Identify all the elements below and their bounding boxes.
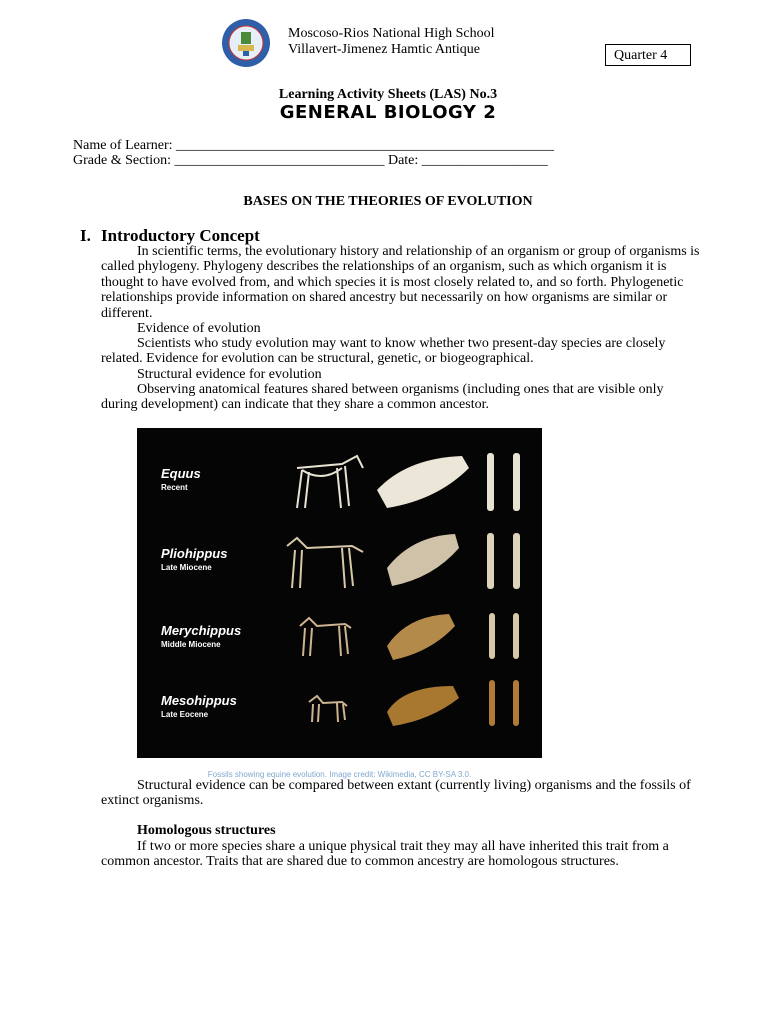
figure-era-label: Late Miocene: [161, 563, 212, 572]
figure-era-label: Late Eocene: [161, 710, 209, 719]
pliohippus-leg-bone-icon: [513, 533, 520, 589]
subject-title: GENERAL BIOLOGY 2: [279, 102, 497, 123]
pliohippus-skull-icon: [387, 534, 459, 586]
school-name: Moscoso-Rios National High School: [288, 26, 495, 41]
school-logo: [221, 18, 271, 68]
figure-caption: Fossils showing equine evolution. Image credit: Wikimedia, CC BY-SA 3.0.: [207, 770, 472, 779]
paragraph-phylogeny: In scientific terms, the evolutionary history and relationship of an organism or group of organisms is called phylogeny. Phylogeny describes the relationships of an organism, such as which organism it is thought to have evolved from, and which species it is most closely related to, and so forth. Phylogenetic relationships provide information on shared ancestry but necessarily on how organisms are similar or different.: [101, 244, 700, 321]
merychippus-skull-icon: [387, 614, 455, 660]
quarter-box: Quarter 4: [605, 44, 691, 66]
merychippus-skeleton-icon: [300, 618, 351, 656]
grade-section-date-field: Grade & Section: ______________________________ Date: __________________: [73, 153, 548, 168]
topic-title: BASES ON THE THEORIES OF EVOLUTION: [243, 194, 533, 209]
school-location: Villavert-Jimenez Hamtic Antique: [288, 42, 480, 57]
las-title: Learning Activity Sheets (LAS) No.3: [278, 87, 498, 102]
paragraph-evidence: Scientists who study evolution may want to know whether two present-day species are closely related. Evidence for evolution can be structural, genetic, or biogeographical.: [101, 336, 666, 367]
paragraph-structural: Observing anatomical features shared between organisms (including ones that are visible only during development) can indicate that they share a common ancestor.: [101, 382, 664, 413]
learner-name-field: Name of Learner: ______________________________________________________: [73, 138, 554, 153]
pliohippus-leg-bone-icon: [487, 533, 494, 589]
mesohippus-skull-icon: [387, 686, 459, 726]
mesohippus-leg-bone-icon: [513, 680, 519, 726]
equus-leg-bone-icon: [487, 453, 494, 511]
fossil-illustrations: [137, 428, 542, 758]
heading-evidence: Evidence of evolution: [137, 321, 261, 336]
section-title: Introductory Concept: [101, 226, 260, 245]
mesohippus-leg-bone-icon: [489, 680, 495, 726]
school-info: [288, 26, 495, 58]
paragraph-homologous: If two or more species share a unique physical trait they may all have inherited this trait from a common ancestor. Traits that are shared due to common ancestry are homologous structures.: [101, 839, 669, 870]
equus-skull-icon: [377, 456, 469, 508]
paragraph-extant-fossils: Structural evidence can be compared between extant (currently living) organisms and the fossils of extinct organisms.: [101, 778, 691, 809]
figure-era-label: Recent: [161, 483, 188, 492]
figure-genus-label: Equus: [161, 466, 201, 481]
figure-era-label: Middle Miocene: [161, 640, 221, 649]
figure-genus-label: Merychippus: [161, 623, 242, 638]
heading-structural: Structural evidence for evolution: [137, 367, 322, 382]
equus-skeleton-icon: [297, 456, 363, 508]
pliohippus-skeleton-icon: [287, 538, 363, 588]
mesohippus-skeleton-icon: [309, 696, 347, 722]
figure-genus-label: Mesohippus: [161, 693, 237, 708]
merychippus-leg-bone-icon: [489, 613, 495, 659]
equus-leg-bone-icon: [513, 453, 520, 511]
merychippus-leg-bone-icon: [513, 613, 519, 659]
heading-homologous: Homologous structures: [137, 823, 276, 838]
section-number: I.: [80, 226, 91, 245]
figure-genus-label: Pliohippus: [161, 546, 228, 561]
horse-evolution-figure: [137, 428, 542, 758]
